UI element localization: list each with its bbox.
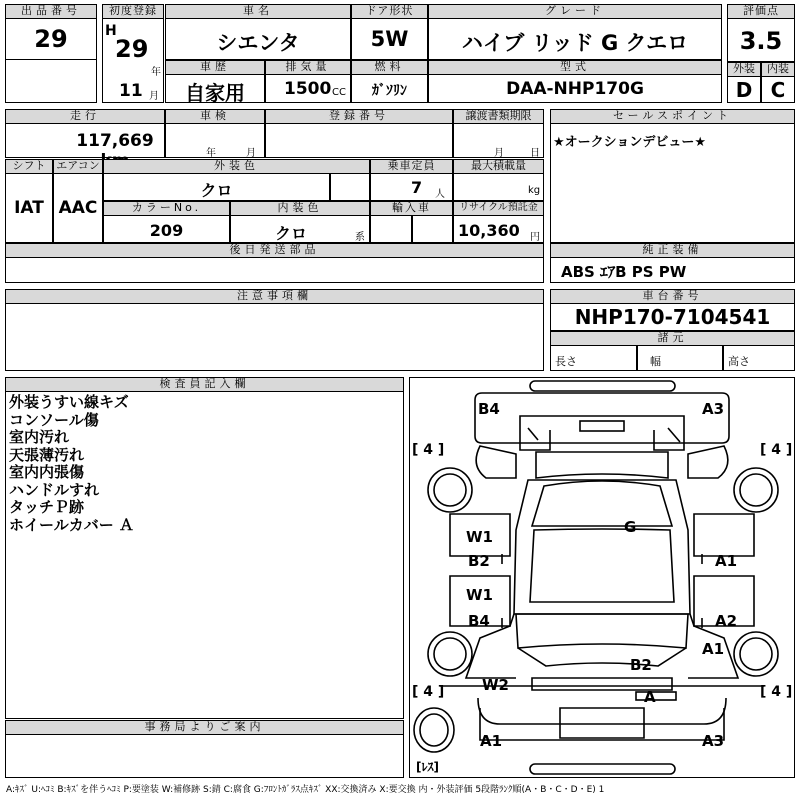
inspector-note: ホイールカバー Ａ <box>9 515 134 534</box>
interior: C <box>770 78 786 102</box>
genuine-cell <box>550 257 795 283</box>
first-reg-cell <box>102 18 164 103</box>
max-load-cell <box>453 173 544 201</box>
genuine: ABS ｴｱB PS PW <box>561 263 687 281</box>
inspector-note: 室内内張傷 <box>9 463 85 481</box>
score: 3.5 <box>739 27 783 55</box>
door-cell <box>351 18 428 60</box>
insp-month-unit: 月 <box>246 148 256 159</box>
hdr-lot-no: 出品番号 <box>5 4 97 19</box>
dmg-w1-b: W1 <box>466 586 493 604</box>
car-name: シエンタ <box>216 31 300 55</box>
inspector-notes <box>9 394 134 534</box>
door: 5W <box>370 27 409 51</box>
hdr-specs: 諸元 <box>550 331 795 346</box>
inspector-cell <box>5 391 404 719</box>
hdr-inspector: 検査員記入欄 <box>5 377 404 392</box>
history: 自家用 <box>185 81 245 105</box>
notes-cell <box>5 303 544 371</box>
deadline-month-unit: 月 <box>494 148 504 159</box>
tire-tr: [ 4 ] <box>760 442 793 458</box>
hdr-mileage: 走行 <box>5 109 165 124</box>
hdr-chassis-no: 車台番号 <box>550 289 795 304</box>
dmg-g: G <box>624 518 637 536</box>
ext-color-cell <box>103 173 330 201</box>
inspector-note: 天張薄汚れ <box>9 445 85 464</box>
kg-unit: kg <box>528 185 541 196</box>
inspection-cell <box>165 123 265 158</box>
car-diagram-svg <box>410 378 794 777</box>
color-no-cell <box>103 215 230 243</box>
hdr-inspection: 車検 <box>165 109 265 124</box>
fuel-cell <box>351 74 428 103</box>
color-no: 209 <box>149 221 184 240</box>
dmg-b2-b: B2 <box>630 656 652 674</box>
hdr-interior: 内装 <box>761 62 795 77</box>
capacity-unit: 人 <box>435 189 445 200</box>
sales-point-cell <box>550 123 795 243</box>
dmg-a3-bot: A3 <box>702 732 725 750</box>
lot-no-cell <box>5 18 97 60</box>
dmg-b2-a: B2 <box>468 552 490 570</box>
dmg-a1-bot: A1 <box>480 732 503 750</box>
month-unit: 月 <box>149 91 159 102</box>
hdr-notes: 注意事項欄 <box>5 289 544 304</box>
int-color-unit: 系 <box>355 232 365 243</box>
import-cell-b <box>412 215 453 243</box>
yen-unit: 円 <box>530 232 540 243</box>
hdr-max-load: 最大積載量 <box>453 159 544 174</box>
hdr-transfer-deadline: 譲渡書類期限 <box>453 109 544 124</box>
car-diagram <box>409 377 795 778</box>
year-unit: 年 <box>151 67 161 78</box>
shift: IAT <box>14 198 44 218</box>
length-cell <box>550 345 637 371</box>
chassis-cell <box>550 303 795 331</box>
tire-tl: [ 4 ] <box>412 442 445 458</box>
hdr-office: 事務局よりご案内 <box>5 720 404 735</box>
reg-no-cell <box>265 123 453 158</box>
model: DAA-NHP170G <box>506 79 644 99</box>
office-cell <box>5 734 404 778</box>
later-parts-cell <box>5 257 544 283</box>
displacement: 1500 <box>284 79 332 99</box>
hdr-first-reg: 初度登録 <box>102 4 164 19</box>
exterior-cell <box>727 76 761 103</box>
dmg-a3-top: A3 <box>702 400 725 418</box>
score-cell <box>727 18 795 62</box>
shift-cell <box>5 173 53 243</box>
dmg-w2: W2 <box>482 676 509 694</box>
hdr-aircon: エアコン <box>53 159 103 174</box>
mileage: 117,669 <box>76 131 154 151</box>
hdr-reg-no: 登録番号 <box>265 109 453 124</box>
sales-point: ★オークションデビュー★ <box>553 135 707 150</box>
length: 長さ <box>555 355 577 368</box>
aircon-cell <box>53 173 103 243</box>
reg-month: 11 <box>119 81 143 101</box>
inspector-note: 室内汚れ <box>9 428 70 446</box>
hdr-displacement: 排気量 <box>265 60 351 75</box>
recycle: 10,360 <box>458 221 520 240</box>
era: H <box>105 23 117 39</box>
height-cell <box>723 345 795 371</box>
inspector-note: コンソール傷 <box>9 410 99 429</box>
inspector-note: タッチＰ跡 <box>9 498 85 516</box>
aircon: AAC <box>58 198 98 218</box>
dmg-a2: A2 <box>715 612 738 630</box>
hdr-capacity: 乗車定員 <box>370 159 453 174</box>
hdr-later-parts: 後日発送部品 <box>5 243 544 258</box>
hdr-history: 車歴 <box>165 60 265 75</box>
model-cell <box>428 74 722 103</box>
hdr-shift: シフト <box>5 159 53 174</box>
reg-year: 29 <box>115 35 149 63</box>
fuel: ｶﾞｿﾘﾝ <box>372 83 407 99</box>
interior-cell <box>761 76 795 103</box>
width-cell <box>637 345 723 371</box>
hdr-int-color: 内装色 <box>230 201 370 216</box>
dmg-b4-b: B4 <box>468 612 490 630</box>
hdr-recycle: リサイクル預託金 <box>453 201 544 216</box>
hdr-fuel: 燃料 <box>351 60 428 75</box>
legend: A:ｷｽﾞ U:ﾍｺﾐ B:ｷｽﾞを伴うﾍｺﾐ P:要塗装 W:補修跡 S:錆 C:腐食 G:ﾌﾛﾝﾄｶﾞﾗｽ点ｷｽﾞ XX:交換済み X:要交換 内・外装評価 5段階ﾗﾝｸ順(A・B・C・D・E) 1 <box>6 785 605 795</box>
deadline-cell <box>453 123 544 158</box>
tire-bl: [ 4 ] <box>412 684 445 700</box>
hdr-score: 評価点 <box>727 4 795 19</box>
insp-year-unit: 年 <box>206 148 216 159</box>
deadline-day-unit: 日 <box>530 148 540 159</box>
displacement-cell <box>265 74 351 103</box>
dmg-a-rear: A <box>644 688 656 706</box>
dmg-b4-top: B4 <box>478 400 500 418</box>
car-name-cell <box>165 18 351 60</box>
capacity-cell <box>370 173 453 201</box>
width: 幅 <box>650 355 661 368</box>
int-color-cell <box>230 215 370 243</box>
ext-color-blank <box>330 173 370 201</box>
height: 高さ <box>728 355 750 368</box>
hdr-door: ドア形状 <box>351 4 428 19</box>
hdr-model: 型式 <box>428 60 722 75</box>
history-cell <box>165 74 265 103</box>
recycle-cell <box>453 215 544 243</box>
hdr-genuine: 純正装備 <box>550 243 795 258</box>
dmg-a1-b: A1 <box>702 640 725 658</box>
lot-blank <box>5 59 97 103</box>
dmg-w1-a: W1 <box>466 528 493 546</box>
hdr-sales-point: セールスポイント <box>550 109 795 124</box>
capacity: 7 <box>411 178 423 197</box>
spare-label: [ﾚｽ] <box>416 760 439 774</box>
tire-br: [ 4 ] <box>760 684 793 700</box>
int-color: クロ <box>274 224 307 243</box>
hdr-grade: グレード <box>428 4 722 19</box>
hdr-ext-color: 外装色 <box>103 159 370 174</box>
mileage-cell <box>5 123 165 158</box>
lot-no: 29 <box>34 25 68 53</box>
inspector-note: 外装うすい線キズ <box>9 393 129 411</box>
ext-color: クロ <box>200 181 233 200</box>
hdr-color-no: カラーNo. <box>103 201 230 216</box>
hdr-car-name: 車名 <box>165 4 351 19</box>
chassis-no: NHP170-7104541 <box>574 305 771 329</box>
grade-cell <box>428 18 722 60</box>
hdr-exterior: 外装 <box>727 62 761 77</box>
exterior: D <box>735 78 753 102</box>
import-cell-a <box>370 215 412 243</box>
grade: ハイブ リッド G クエロ <box>461 31 689 55</box>
inspector-note: ハンドルすれ <box>9 480 100 499</box>
hdr-import: 輸入車 <box>370 201 453 216</box>
dmg-a1-a: A1 <box>715 552 738 570</box>
cc-unit: CC <box>332 87 346 98</box>
